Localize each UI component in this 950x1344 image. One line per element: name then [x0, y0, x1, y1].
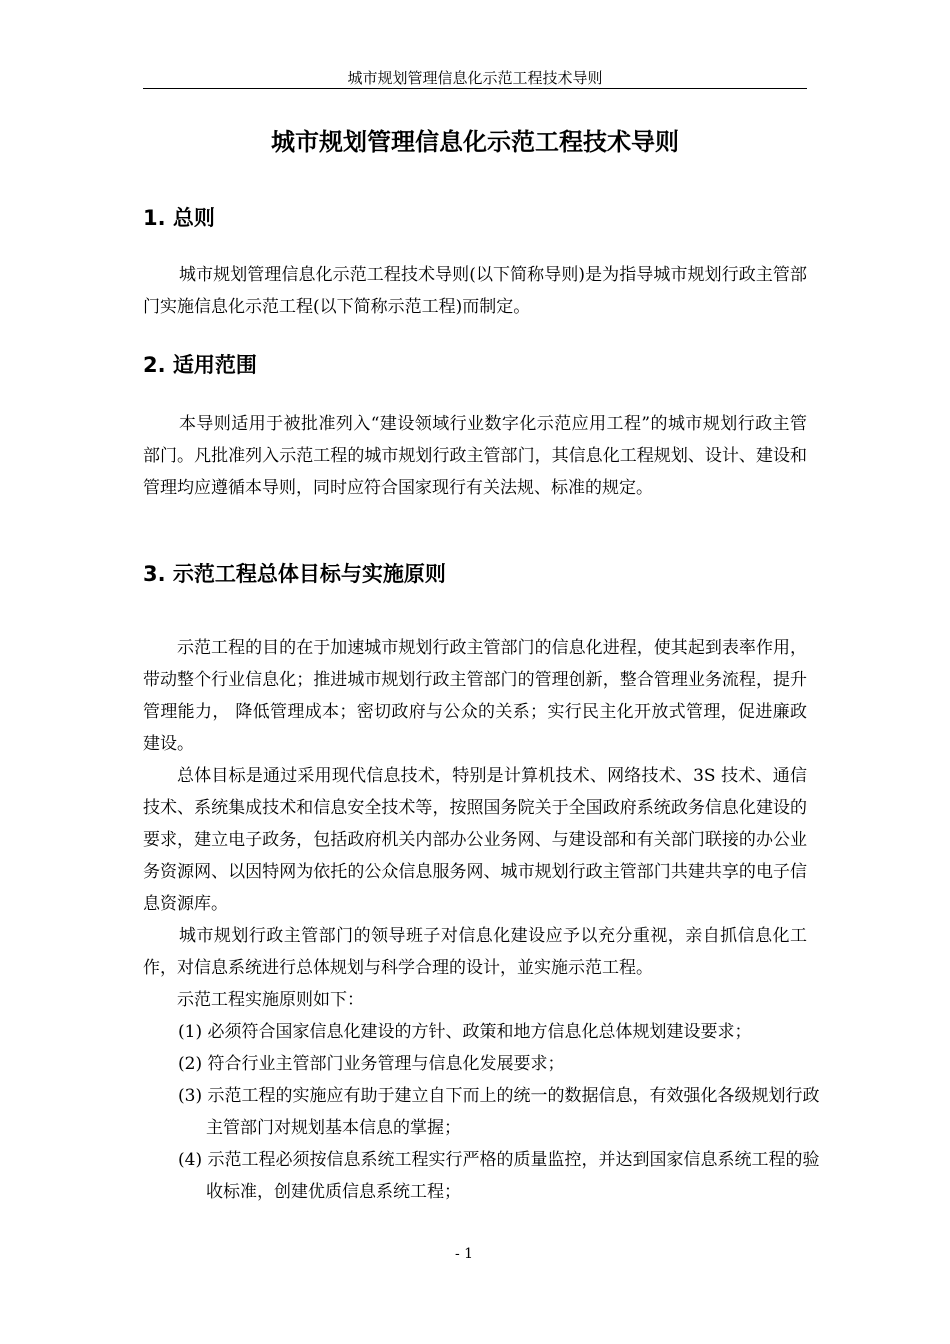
section-2-paragraph: 本导则适用于被批准列入“建设领域行业数字化示范应用工程”的城市规划行政主管部门。凡批准列入示范工程的城市规划行政主管部门，其信息化工程规划、设计、建设和管理均应遵循本导则，同时应符合国家现行有关法规、标准的规定。	[143, 414, 807, 498]
section-3-paragraph-3: 城市规划行政主管部门的领导班子对信息化建设应予以充分重视，亲自抓信息化工作，对信息系统进行总体规划与科学合理的设计，並实施示范工程。	[143, 926, 807, 978]
principle-list-item-2: (2) 符合行业主管部门业务管理与信息化发展要求；	[178, 1054, 565, 1074]
section-3-paragraph-2: 总体目标是通过采用现代信息技术，特别是计算机技术、网络技术、3S 技术、通信技术、系统集成技术和信息安全技术等，按照国务院关于全国政府系统政务信息化建设的要求，建立电子政务，包括政府机关内部办公业务网、与建设部和有关部门联接的办公业务资源网、以因特网为依托的公众信息服务网、城市规划行政主管部门共建共享的电子信息资源库。	[143, 766, 807, 914]
section-3-paragraph-4: 示范工程实施原则如下：	[177, 990, 364, 1010]
principle-list-item-4: (4) 示范工程必须按信息系统工程实行严格的质量监控，并达到国家信息系统工程的验收标准，创建优质信息系统工程；	[178, 1150, 820, 1202]
page-number: - 1	[455, 1246, 474, 1262]
principle-list-item-3: (3) 示范工程的实施应有助于建立自下而上的统一的数据信息，有效强化各级规划行政主管部门对规划基本信息的掌握；	[178, 1086, 820, 1138]
section-heading-1: 1. 总则	[143, 206, 215, 230]
section-heading-3: 3. 示范工程总体目标与实施原则	[143, 562, 446, 586]
principle-list-item-1: (1) 必须符合国家信息化建设的方针、政策和地方信息化总体规划建设要求；	[178, 1022, 752, 1042]
section-3-paragraph-1: 示范工程的目的在于加速城市规划行政主管部门的信息化进程，使其起到表率作用，带动整个行业信息化；推进城市规划行政主管部门的管理创新，整合管理业务流程，提升管理能力， 降低管理成本；密切政府与公众的关系；实行民主化开放式管理，促进廉政建设。	[143, 638, 807, 754]
running-header: 城市规划管理信息化示范工程技术导则	[347, 69, 603, 87]
header-rule	[143, 88, 807, 89]
section-1-paragraph: 城市规划管理信息化示范工程技术导则(以下简称导则)是为指导城市规划行政主管部门实施信息化示范工程(以下简称示范工程)而制定。	[143, 265, 807, 317]
document-title: 城市规划管理信息化示范工程技术导则	[271, 128, 679, 156]
section-heading-2: 2. 适用范围	[143, 353, 257, 377]
